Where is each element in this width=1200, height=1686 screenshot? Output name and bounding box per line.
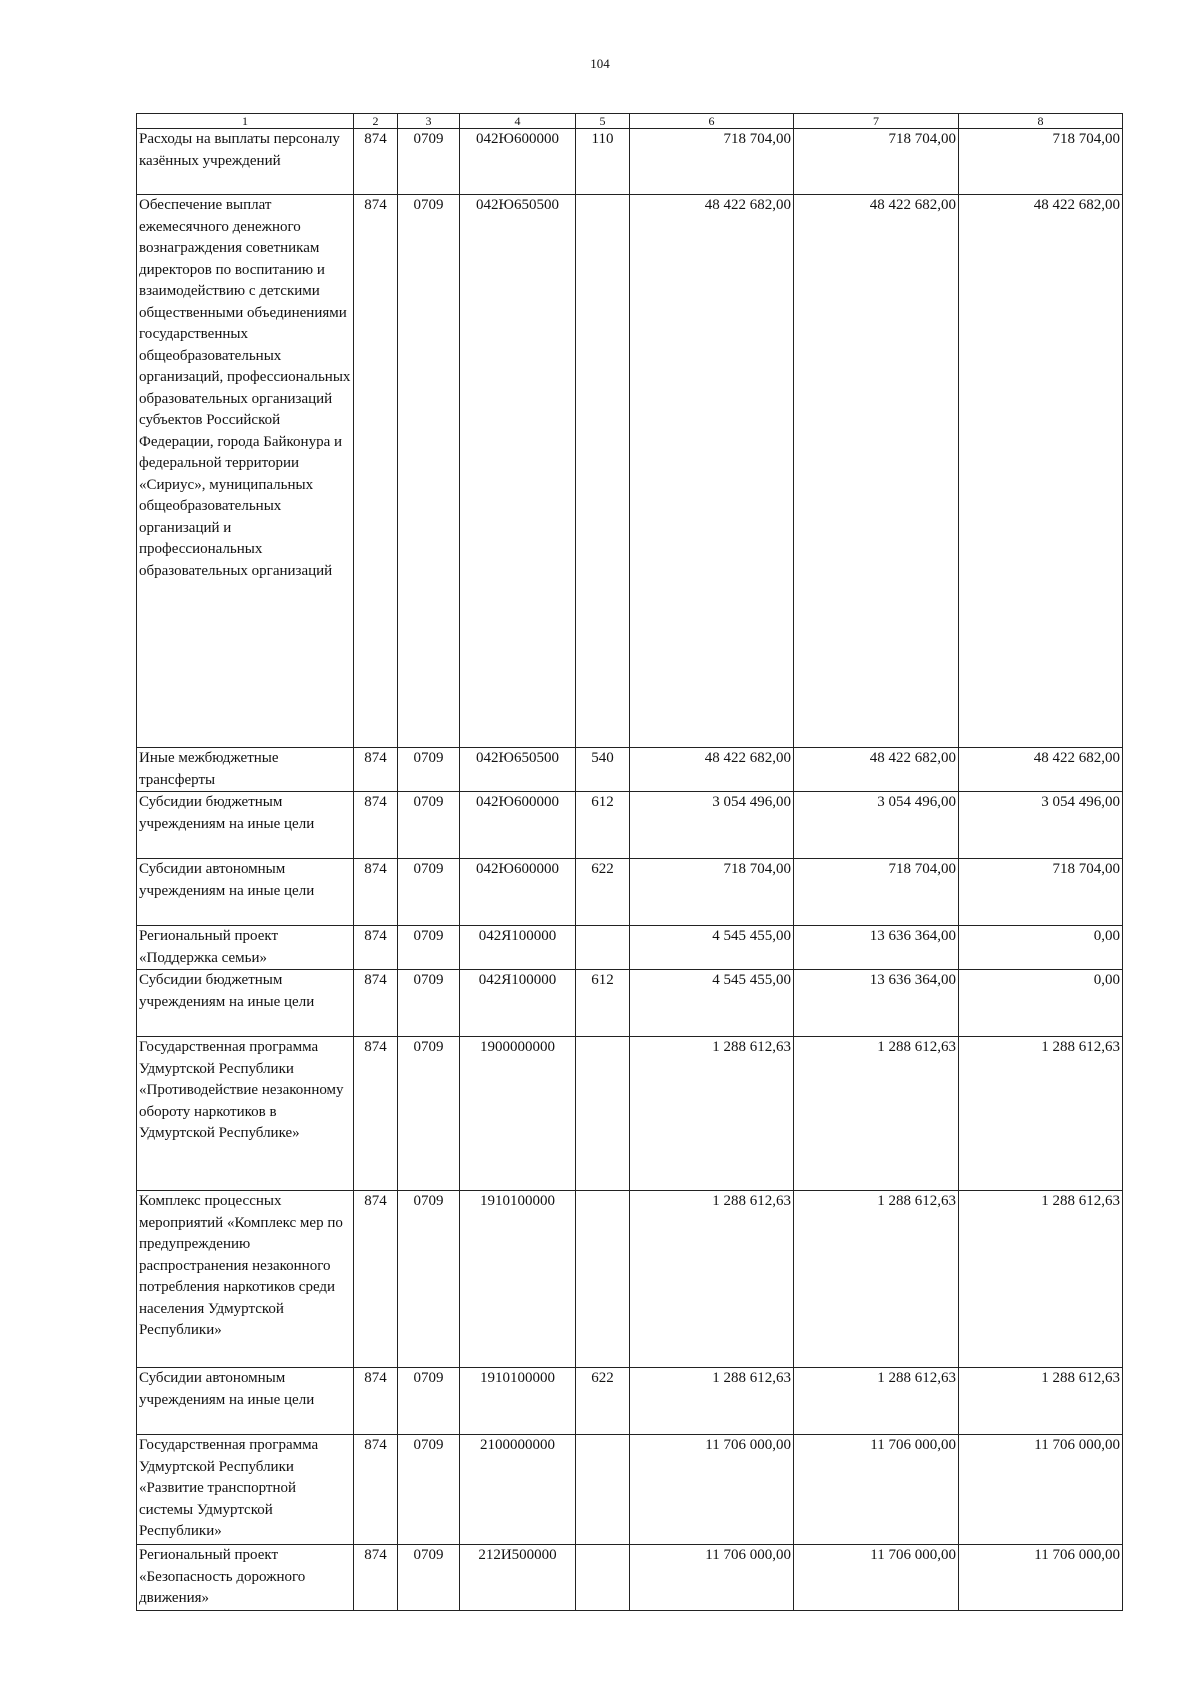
table-row [137,129,1123,195]
cell-col-3: 0709 [398,970,460,1037]
column-header-5: 5 [576,114,630,129]
cell-col-4: 042Ю600000 [460,792,576,859]
cell-col-6: 1 288 612,63 [630,1037,794,1191]
cell-col-6: 48 422 682,00 [630,748,794,792]
table-row [137,859,1123,926]
row-name: Региональный проект «Поддержка семьи» [137,926,354,970]
cell-col-6: 718 704,00 [630,129,794,195]
row-name: Субсидии бюджетным учреждениям на иные цели [137,970,354,1037]
cell-col-3: 0709 [398,195,460,748]
row-name: Обеспечение выплат ежемесячного денежного вознаграждения советникам директоров по воспитанию и взаимодействию с детскими общественными объединениями государственных общеобразовательных организаций, профессиональных образовательных организаций субъектов Российской Федерации, города Байконура и федеральной территории «Сириус», муниципальных общеобразовательных организаций и профессиональных образовательных организаций [137,195,354,748]
budget-table [136,113,1123,1611]
table-row [137,1545,1123,1611]
cell-col-8: 11 706 000,00 [959,1435,1123,1545]
cell-col-8: 48 422 682,00 [959,748,1123,792]
cell-col-3: 0709 [398,1368,460,1435]
column-header-1: 1 [137,114,354,129]
cell-col-6: 4 545 455,00 [630,970,794,1037]
column-header-4: 4 [460,114,576,129]
cell-col-6: 11 706 000,00 [630,1435,794,1545]
cell-col-2: 874 [354,1545,398,1611]
row-name: Расходы на выплаты персоналу казённых учреждений [137,129,354,195]
cell-col-5: 612 [576,792,630,859]
cell-col-5 [576,926,630,970]
table-row [137,926,1123,970]
cell-col-6: 1 288 612,63 [630,1191,794,1368]
table-row [137,970,1123,1037]
cell-col-4: 2100000000 [460,1435,576,1545]
cell-col-2: 874 [354,970,398,1037]
cell-col-8: 718 704,00 [959,129,1123,195]
row-name: Комплекс процессных мероприятий «Комплекс мер по предупреждению распространения незаконного потребления наркотиков среди населения Удмуртской Республики» [137,1191,354,1368]
cell-col-7: 11 706 000,00 [794,1435,959,1545]
cell-col-7: 11 706 000,00 [794,1545,959,1611]
cell-col-4: 1910100000 [460,1191,576,1368]
cell-col-4: 042Я100000 [460,926,576,970]
row-name: Региональный проект «Безопасность дорожного движения» [137,1545,354,1611]
cell-col-7: 13 636 364,00 [794,926,959,970]
row-name: Государственная программа Удмуртской Республики «Противодействие незаконному обороту наркотиков в Удмуртской Республике» [137,1037,354,1191]
cell-col-8: 1 288 612,63 [959,1037,1123,1191]
cell-col-7: 718 704,00 [794,859,959,926]
cell-col-2: 874 [354,1368,398,1435]
cell-col-7: 48 422 682,00 [794,195,959,748]
cell-col-5 [576,1435,630,1545]
cell-col-3: 0709 [398,926,460,970]
cell-col-3: 0709 [398,859,460,926]
cell-col-3: 0709 [398,129,460,195]
row-name: Государственная программа Удмуртской Республики «Развитие транспортной системы Удмуртской Республики» [137,1435,354,1545]
cell-col-6: 48 422 682,00 [630,195,794,748]
cell-col-2: 874 [354,926,398,970]
cell-col-5 [576,1037,630,1191]
cell-col-5: 612 [576,970,630,1037]
cell-col-2: 874 [354,129,398,195]
cell-col-8: 0,00 [959,970,1123,1037]
cell-col-8: 1 288 612,63 [959,1368,1123,1435]
cell-col-6: 1 288 612,63 [630,1368,794,1435]
cell-col-5: 622 [576,859,630,926]
cell-col-3: 0709 [398,1191,460,1368]
row-name: Субсидии бюджетным учреждениям на иные цели [137,792,354,859]
cell-col-3: 0709 [398,748,460,792]
cell-col-4: 042Ю600000 [460,129,576,195]
cell-col-8: 3 054 496,00 [959,792,1123,859]
cell-col-4: 1900000000 [460,1037,576,1191]
row-name: Иные межбюджетные трансферты [137,748,354,792]
cell-col-6: 4 545 455,00 [630,926,794,970]
cell-col-8: 48 422 682,00 [959,195,1123,748]
cell-col-8: 11 706 000,00 [959,1545,1123,1611]
cell-col-7: 1 288 612,63 [794,1191,959,1368]
cell-col-8: 1 288 612,63 [959,1191,1123,1368]
table-row [137,792,1123,859]
cell-col-5: 110 [576,129,630,195]
cell-col-5 [576,195,630,748]
page-number: 104 [590,56,610,71]
cell-col-3: 0709 [398,1435,460,1545]
table-row [137,748,1123,792]
cell-col-4: 212И500000 [460,1545,576,1611]
cell-col-4: 1910100000 [460,1368,576,1435]
table-row [137,195,1123,748]
cell-col-5 [576,1191,630,1368]
cell-col-7: 3 054 496,00 [794,792,959,859]
cell-col-4: 042Ю650500 [460,748,576,792]
cell-col-6: 718 704,00 [630,859,794,926]
cell-col-4: 042Ю650500 [460,195,576,748]
table-row [137,1037,1123,1191]
cell-col-6: 11 706 000,00 [630,1545,794,1611]
cell-col-6: 3 054 496,00 [630,792,794,859]
cell-col-8: 718 704,00 [959,859,1123,926]
cell-col-5 [576,1545,630,1611]
table-row [137,1191,1123,1368]
cell-col-3: 0709 [398,1037,460,1191]
cell-col-2: 874 [354,1191,398,1368]
cell-col-2: 874 [354,792,398,859]
row-name: Субсидии автономным учреждениям на иные цели [137,859,354,926]
cell-col-4: 042Ю600000 [460,859,576,926]
column-header-7: 7 [794,114,959,129]
cell-col-2: 874 [354,748,398,792]
cell-col-7: 718 704,00 [794,129,959,195]
cell-col-2: 874 [354,195,398,748]
column-header-2: 2 [354,114,398,129]
cell-col-7: 1 288 612,63 [794,1368,959,1435]
cell-col-2: 874 [354,1435,398,1545]
cell-col-7: 13 636 364,00 [794,970,959,1037]
table-row [137,1368,1123,1435]
column-header-8: 8 [959,114,1123,129]
cell-col-7: 48 422 682,00 [794,748,959,792]
column-header-3: 3 [398,114,460,129]
cell-col-5: 622 [576,1368,630,1435]
column-header-6: 6 [630,114,794,129]
cell-col-2: 874 [354,859,398,926]
cell-col-5: 540 [576,748,630,792]
cell-col-8: 0,00 [959,926,1123,970]
table-row [137,1435,1123,1545]
cell-col-2: 874 [354,1037,398,1191]
cell-col-7: 1 288 612,63 [794,1037,959,1191]
row-name: Субсидии автономным учреждениям на иные цели [137,1368,354,1435]
cell-col-3: 0709 [398,792,460,859]
column-number-row [137,114,1123,129]
cell-col-4: 042Я100000 [460,970,576,1037]
cell-col-3: 0709 [398,1545,460,1611]
